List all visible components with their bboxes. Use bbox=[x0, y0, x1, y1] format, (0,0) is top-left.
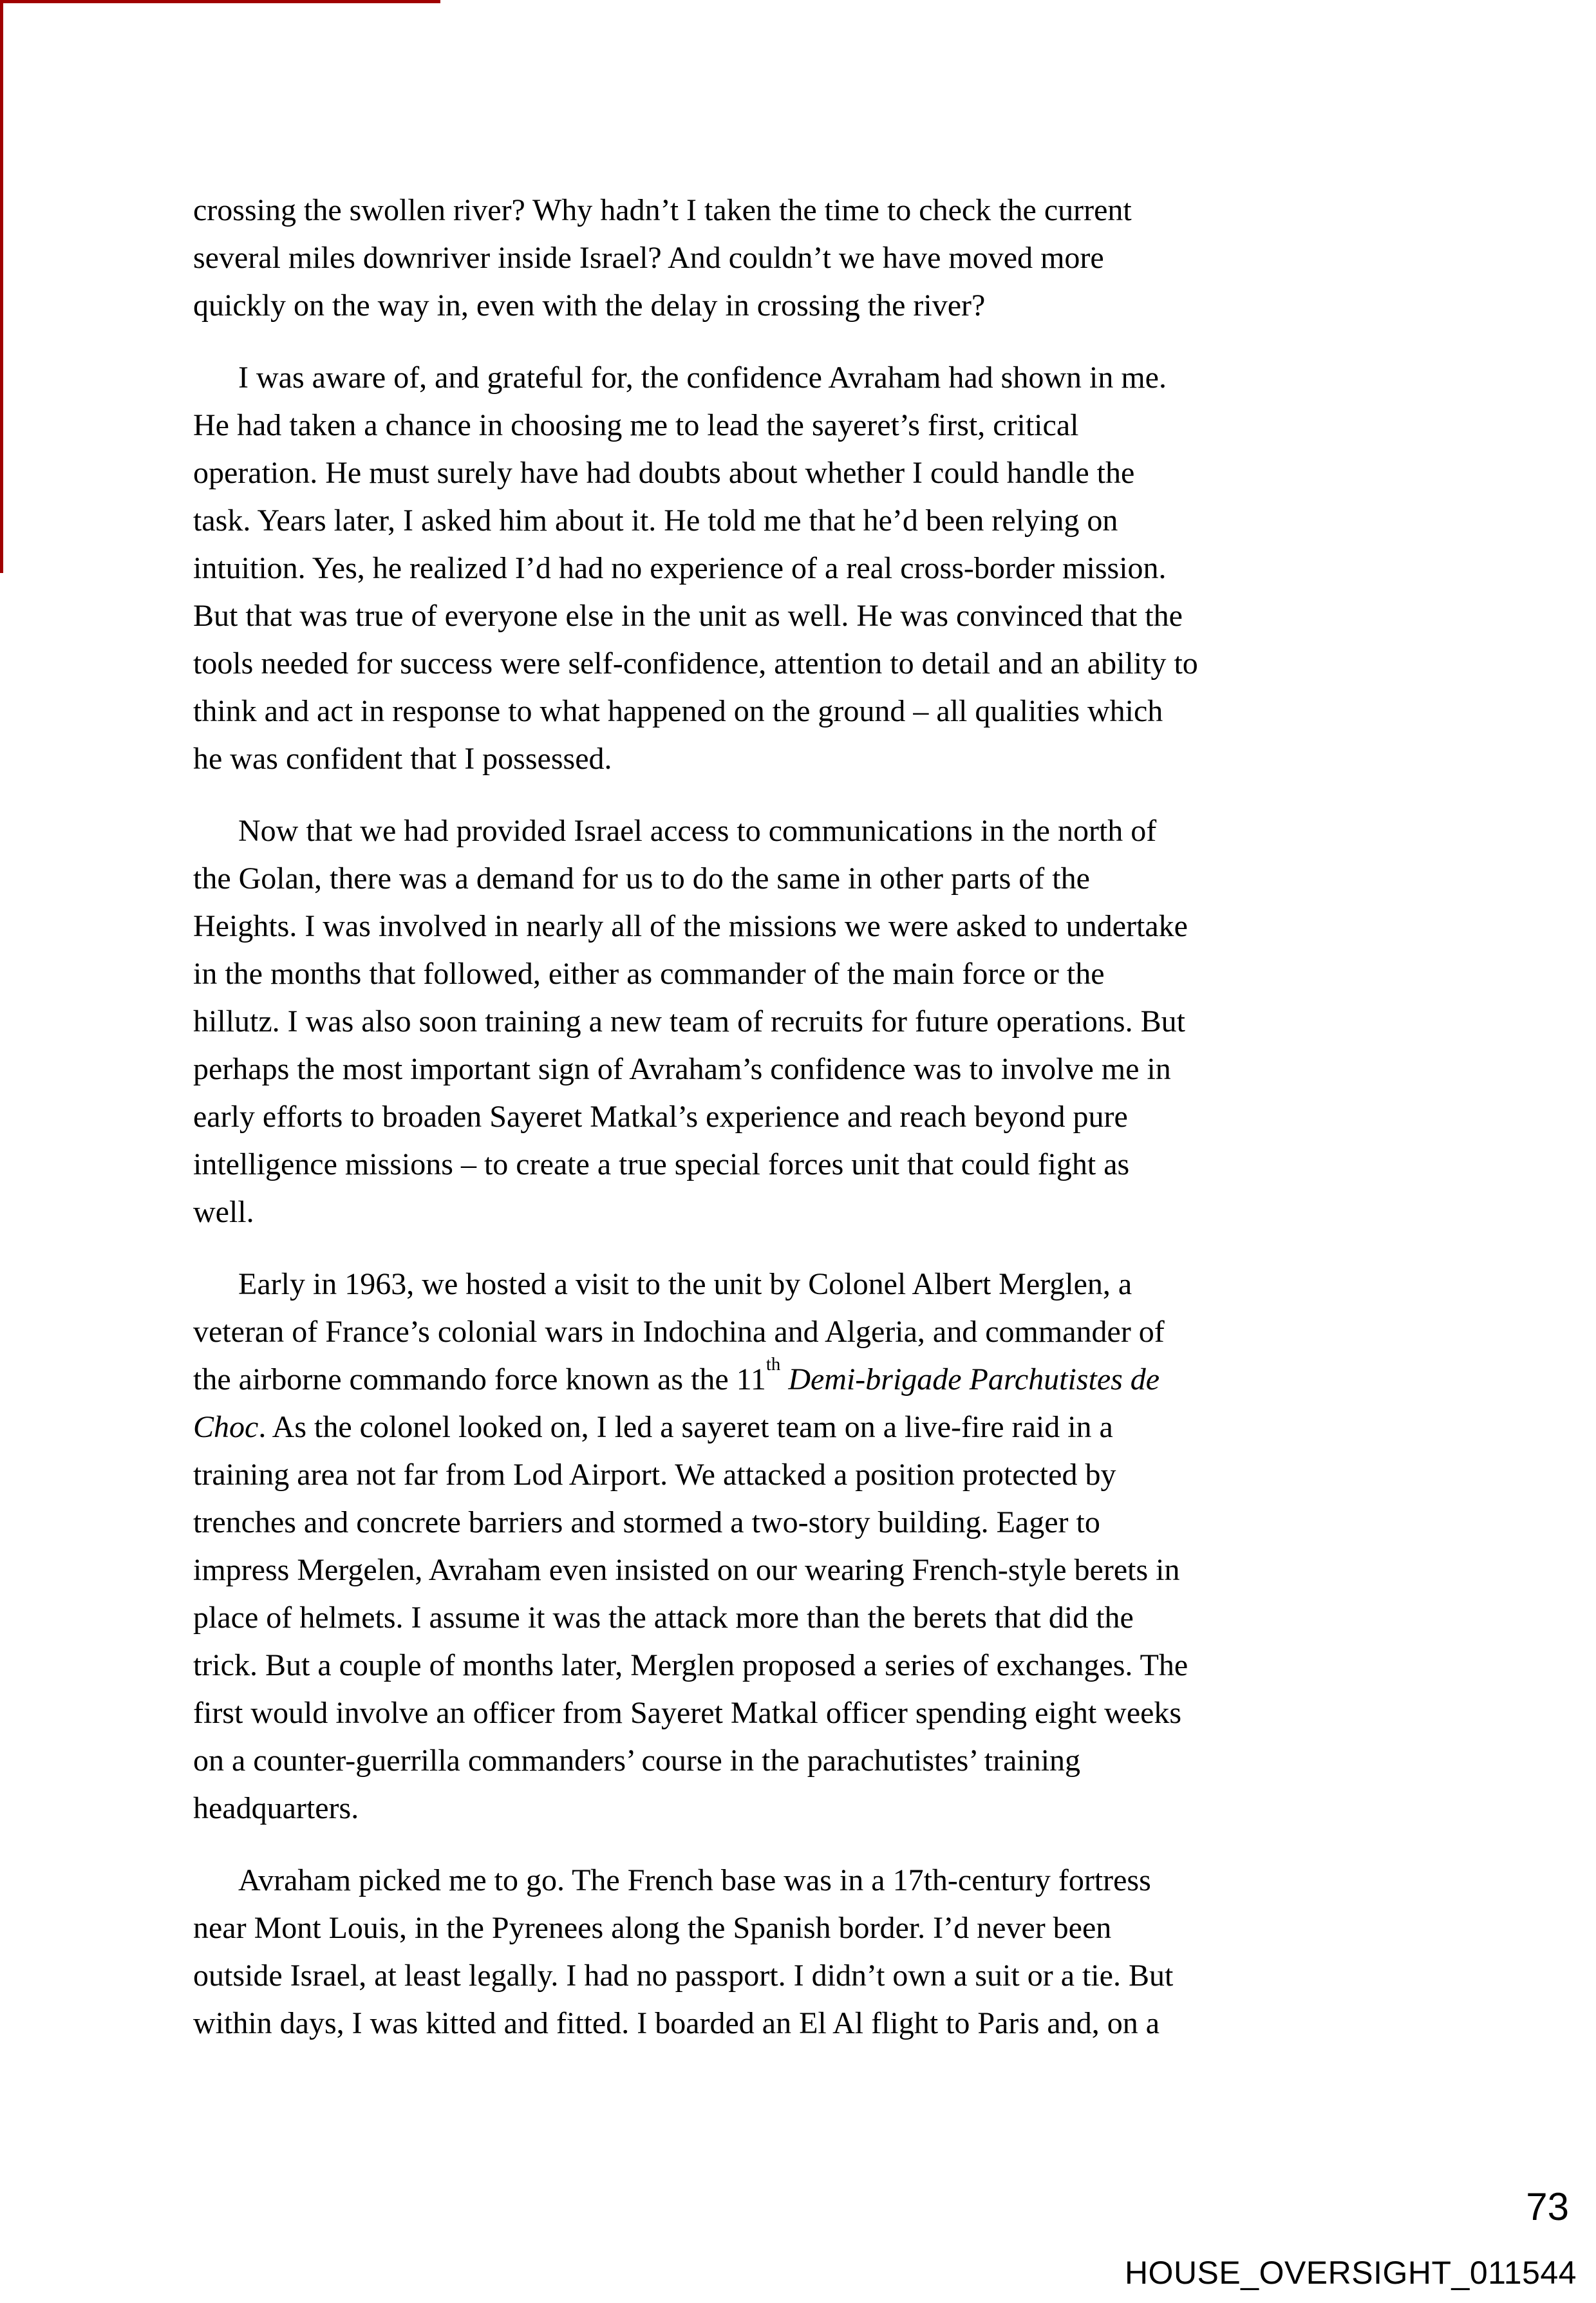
text-run: Avraham picked me to go. The French base was in a 17th-century fortress bbox=[238, 1863, 1151, 1897]
text-run: early efforts to broaden Sayeret Matkal’s experience and reach beyond pure bbox=[193, 1100, 1128, 1134]
text-run: task. Years later, I asked him about it. He told me that he’d been relying on bbox=[193, 503, 1118, 538]
text-run: well. bbox=[193, 1195, 254, 1229]
text-line bbox=[193, 497, 1429, 545]
page-number: 73 bbox=[1526, 2185, 1569, 2228]
text-run: near Mont Louis, in the Pyrenees along the Spanish border. I’d never been bbox=[193, 1911, 1112, 1945]
text-run: Now that we had provided Israel access to communications in the north of bbox=[238, 814, 1157, 848]
text-run: outside Israel, at least legally. I had no passport. I didn’t own a suit or a tie. But bbox=[193, 1959, 1174, 1993]
text-line bbox=[193, 1046, 1429, 1093]
text-run: in the months that followed, either as commander of the main force or the bbox=[193, 957, 1105, 991]
italic-text: Demi-brigade Parchutistes de bbox=[780, 1362, 1160, 1396]
paragraph bbox=[193, 354, 1429, 783]
text-line bbox=[193, 735, 1429, 783]
text-run: veteran of France’s colonial wars in Indochina and Algeria, and commander of bbox=[193, 1315, 1165, 1349]
text-line bbox=[193, 402, 1429, 449]
text-run: He had taken a chance in choosing me to lead the sayeret’s first, critical bbox=[193, 408, 1079, 442]
text-run: several miles downriver inside Israel? And couldn’t we have moved more bbox=[193, 241, 1104, 275]
text-line bbox=[193, 1642, 1429, 1689]
text-line bbox=[193, 1952, 1429, 2000]
text-run: on a counter-guerrilla commanders’ course in the parachutistes’ training bbox=[193, 1744, 1081, 1778]
text-run: the airborne commando force known as the 11 bbox=[193, 1362, 766, 1396]
text-line bbox=[193, 807, 1429, 855]
text-run: Early in 1963, we hosted a visit to the unit by Colonel Albert Merglen, a bbox=[238, 1267, 1132, 1301]
text-line bbox=[193, 1308, 1429, 1356]
paragraph bbox=[193, 807, 1429, 1236]
text-line bbox=[193, 998, 1429, 1046]
text-run: headquarters. bbox=[193, 1791, 359, 1825]
text-line bbox=[193, 282, 1429, 330]
text-line bbox=[193, 1904, 1429, 1952]
text-line bbox=[193, 545, 1429, 592]
text-line bbox=[193, 1141, 1429, 1189]
text-line bbox=[193, 688, 1429, 735]
text-line bbox=[193, 1404, 1429, 1451]
text-run: operation. He must surely have had doubts about whether I could handle the bbox=[193, 456, 1135, 490]
text-line bbox=[193, 1356, 1429, 1404]
text-line bbox=[193, 903, 1429, 950]
text-line bbox=[193, 855, 1429, 903]
paragraph bbox=[193, 187, 1429, 330]
text-run: trenches and concrete barriers and stormed a two-story building. Eager to bbox=[193, 1505, 1100, 1539]
text-line bbox=[193, 592, 1429, 640]
text-line bbox=[193, 234, 1429, 282]
text-run: hillutz. I was also soon training a new team of recruits for future operations. But bbox=[193, 1004, 1185, 1039]
text-line bbox=[193, 640, 1429, 688]
text-run: perhaps the most important sign of Avraham’s confidence was to involve me in bbox=[193, 1052, 1171, 1086]
text-run: training area not far from Lod Airport. We attacked a position protected by bbox=[193, 1458, 1116, 1492]
scan-artifact-top-edge bbox=[0, 0, 440, 3]
bates-stamp: HOUSE_OVERSIGHT_011544 bbox=[1124, 2255, 1577, 2291]
text-line bbox=[193, 1093, 1429, 1141]
text-run: crossing the swollen river? Why hadn’t I taken the time to check the current bbox=[193, 193, 1132, 227]
text-run: think and act in response to what happened on the ground – all qualities which bbox=[193, 694, 1163, 728]
text-line bbox=[193, 1737, 1429, 1785]
paragraph bbox=[193, 1261, 1429, 1832]
text-line bbox=[193, 950, 1429, 998]
text-run: the Golan, there was a demand for us to do the same in other parts of the bbox=[193, 861, 1090, 896]
italic-text: Choc bbox=[193, 1410, 259, 1444]
body-text bbox=[193, 187, 1429, 2047]
text-run: intelligence missions – to create a true special forces unit that could fight as bbox=[193, 1147, 1130, 1181]
text-line bbox=[193, 1499, 1429, 1546]
text-run: tools needed for success were self-confidence, attention to detail and an ability to bbox=[193, 646, 1198, 681]
text-line bbox=[193, 1261, 1429, 1308]
text-line bbox=[193, 1857, 1429, 1904]
text-run: Heights. I was involved in nearly all of the missions we were asked to undertake bbox=[193, 909, 1188, 943]
text-line bbox=[193, 2000, 1429, 2047]
text-run: intuition. Yes, he realized I’d had no experience of a real cross-border mission. bbox=[193, 551, 1167, 585]
text-run: trick. But a couple of months later, Merglen proposed a series of exchanges. The bbox=[193, 1648, 1188, 1682]
text-line bbox=[193, 1451, 1429, 1499]
text-run: place of helmets. I assume it was the attack more than the berets that did the bbox=[193, 1601, 1134, 1635]
text-run: But that was true of everyone else in the unit as well. He was convinced that the bbox=[193, 599, 1183, 633]
text-line bbox=[193, 1189, 1429, 1236]
sup-text: th bbox=[765, 1354, 781, 1375]
text-line bbox=[193, 354, 1429, 402]
text-run: he was confident that I possessed. bbox=[193, 742, 612, 776]
paragraph bbox=[193, 1857, 1429, 2047]
text-run: impress Mergelen, Avraham even insisted on our wearing French-style berets in bbox=[193, 1553, 1180, 1587]
text-line bbox=[193, 1594, 1429, 1642]
text-run: . As the colonel looked on, I led a sayeret team on a live-fire raid in a bbox=[258, 1410, 1113, 1444]
text-line bbox=[193, 1689, 1429, 1737]
text-run: within days, I was kitted and fitted. I boarded an El Al flight to Paris and, on a bbox=[193, 2006, 1160, 2040]
text-line bbox=[193, 1785, 1429, 1832]
text-run: quickly on the way in, even with the delay in crossing the river? bbox=[193, 288, 986, 323]
text-run: first would involve an officer from Sayeret Matkal officer spending eight weeks bbox=[193, 1696, 1182, 1730]
text-run: I was aware of, and grateful for, the confidence Avraham had shown in me. bbox=[238, 361, 1167, 395]
text-line bbox=[193, 449, 1429, 497]
text-line bbox=[193, 1546, 1429, 1594]
scan-artifact-left-edge bbox=[0, 0, 3, 573]
text-line bbox=[193, 187, 1429, 234]
